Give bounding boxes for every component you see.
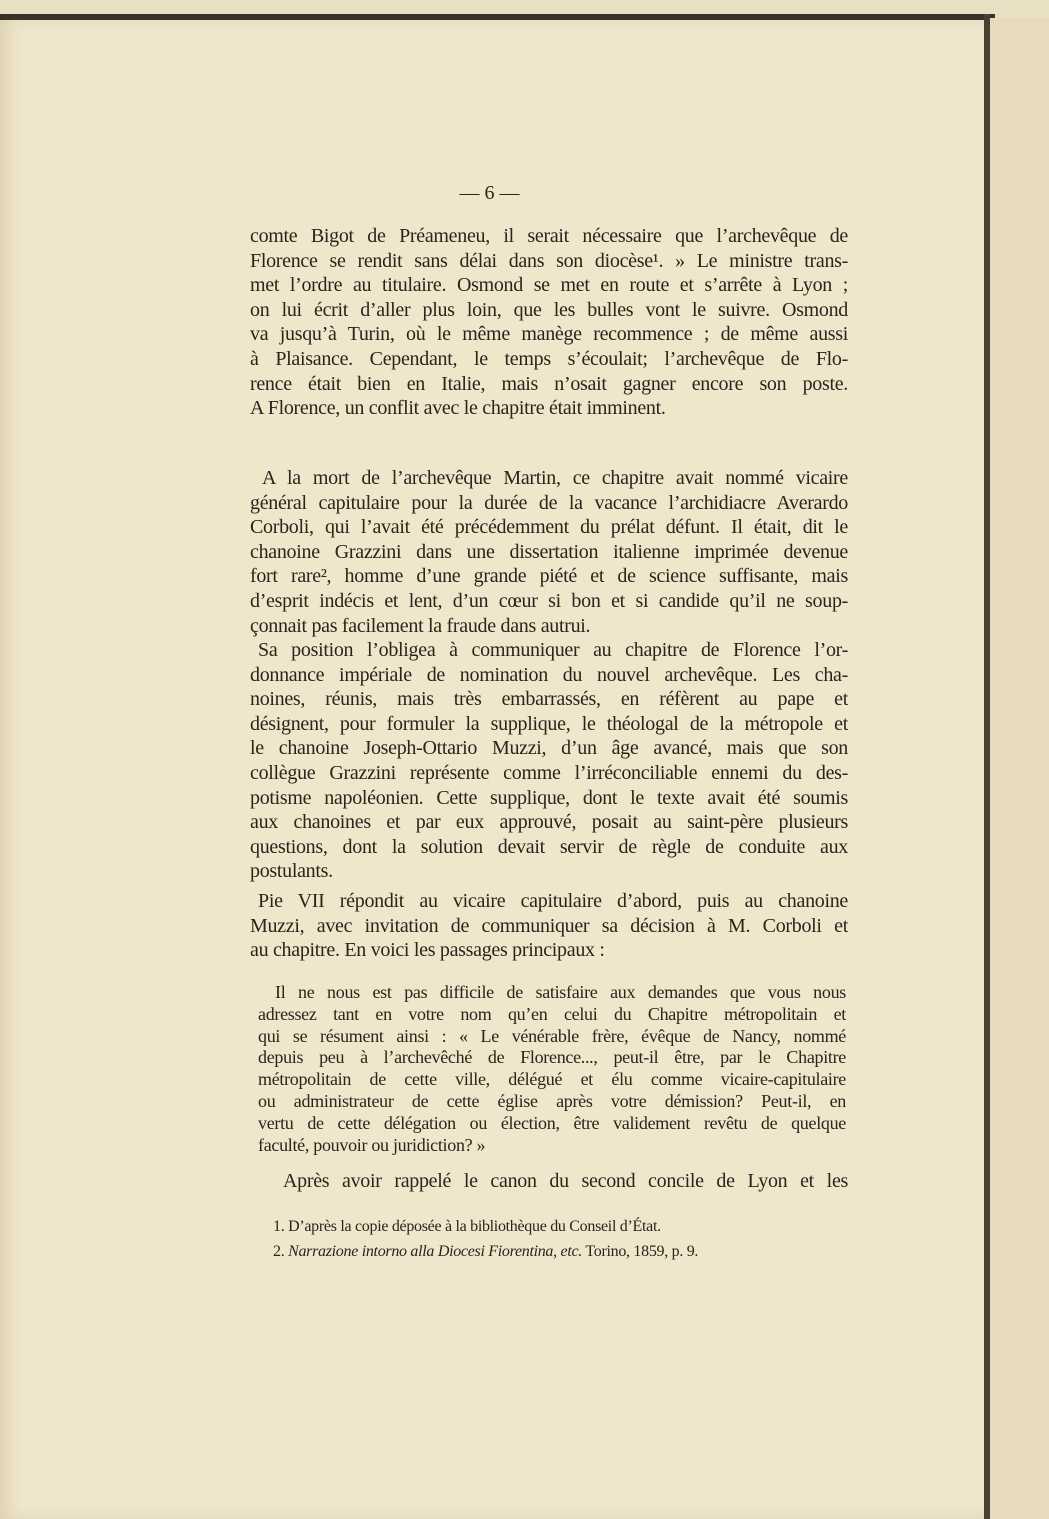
text-line: depuis peu à l’archevêché de Florence..., peut-il être, par le Chapitre: [258, 1047, 846, 1068]
text-line: Florence se rendit sans délai dans son diocèse¹. » Le ministre trans-: [250, 249, 848, 272]
text-line: Sa position l’obligea à communiquer au chapitre de Florence l’or-: [258, 639, 848, 661]
paragraph-2: [250, 466, 848, 638]
text-line: Après avoir rappelé le canon du second concile de Lyon et les: [283, 1170, 848, 1192]
text-line: métropolitain de cette ville, délégué et élu comme vicaire-capitulaire: [258, 1069, 846, 1090]
text-line: noines, réunis, mais très embarrassés, en réfèrent au pape et: [250, 688, 848, 711]
footnote-number: 2.: [273, 1243, 289, 1260]
text-line: potisme napoléonien. Cette supplique, dont le texte avait été soumis: [250, 786, 848, 809]
text-line: à Plaisance. Cependant, le temps s’écoulait; l’archevêque de Flo-: [250, 347, 848, 370]
text-line: ou administrateur de cette église après votre démission? Peut-il, en: [258, 1090, 846, 1111]
footnotes: [273, 1214, 833, 1264]
text-line: Corboli, qui l’avait été précédemment du prélat défunt. Il était, dit le: [250, 516, 848, 539]
text-line: A la mort de l’archevêque Martin, ce chapitre avait nommé vicaire: [262, 467, 848, 489]
text-line: Pie VII répondit au vicaire capitulaire d’abord, puis au chanoine: [258, 890, 848, 912]
closing-paragraph: [250, 1169, 848, 1194]
footnote-title: Narrazione intorno alla Diocesi Fiorentina, etc.: [288, 1243, 582, 1260]
text-line: met l’ordre au titulaire. Osmond se met en route et s’arrête à Lyon ;: [250, 274, 848, 297]
text-line: A Florence, un conflit avec le chapitre était imminent.: [250, 397, 666, 420]
text-line: donnance impériale de nomination du nouvel archevêque. Les cha-: [250, 663, 848, 686]
paragraph-3: [250, 638, 848, 884]
text-line: au chapitre. En voici les passages principaux :: [250, 939, 605, 962]
text-line: Il ne nous est pas difficile de satisfaire aux demandes que vous nous: [275, 982, 846, 1002]
page-number: [0, 182, 1049, 205]
page-number-text: — 6 —: [459, 182, 520, 204]
text-line: collègue Grazzini représente comme l’irréconciliable ennemi du des-: [250, 761, 848, 784]
footnote-2: [273, 1239, 833, 1264]
text-line: comte Bigot de Préameneu, il serait nécessaire que l’archevêque de: [250, 225, 848, 247]
text-line: chanoine Grazzini dans une dissertation italienne imprimée devenue: [250, 540, 848, 563]
page-top-edge: [0, 14, 995, 20]
text-line: général capitulaire pour la durée de la vacance l’archidiacre Averardo: [250, 491, 848, 514]
text-line: adressez tant en votre nom qu’en celui du Chapitre métropolitain et: [258, 1003, 846, 1024]
text-line: faculté, pouvoir ou juridiction? »: [258, 1134, 486, 1155]
text-line: fort rare², homme d’une grande piété et de science suffisante, mais: [250, 565, 848, 588]
block-quote: [258, 982, 846, 1156]
paragraph-1: [250, 224, 848, 421]
text-line: on lui écrit d’aller plus loin, que les bulles vont le suivre. Osmond: [250, 298, 848, 321]
text-line: désignent, pour formuler la supplique, le théologal de la métropole et: [250, 712, 848, 735]
text-line: vertu de cette délégation ou élection, être validement revêtu de quelque: [258, 1112, 846, 1133]
paragraph-4: [250, 889, 848, 963]
text-line: Muzzi, avec invitation de communiquer sa décision à M. Corboli et: [250, 914, 848, 937]
text-line: qui se résument ainsi : « Le vénérable frère, évêque de Nancy, nommé: [258, 1025, 846, 1046]
text-line: d’esprit indécis et lent, d’un cœur si bon et si candide qu’il ne soup-: [250, 589, 848, 612]
footnote-1: 1. D’après la copie déposée à la bibliothèque du Conseil d’État.: [273, 1218, 661, 1235]
footnote-citation: Torino, 1859, p. 9.: [581, 1243, 699, 1260]
text-line: rence était bien en Italie, mais n’osait gagner encore son poste.: [250, 372, 848, 395]
text-line: aux chanoines et par eux approuvé, posait au saint-père plusieurs: [250, 811, 848, 834]
text-line: questions, dont la solution devait servir de règle de conduite aux: [250, 835, 848, 858]
text-line: va jusqu’à Turin, où le même manège recommence ; de même aussi: [250, 323, 848, 346]
adjacent-page-edge: [990, 18, 1049, 1519]
text-line: çonnait pas facilement la fraude dans autrui.: [250, 614, 591, 637]
text-line: postulants.: [250, 860, 333, 883]
text-line: le chanoine Joseph-Ottario Muzzi, d’un âge avancé, mais que son: [250, 737, 848, 760]
